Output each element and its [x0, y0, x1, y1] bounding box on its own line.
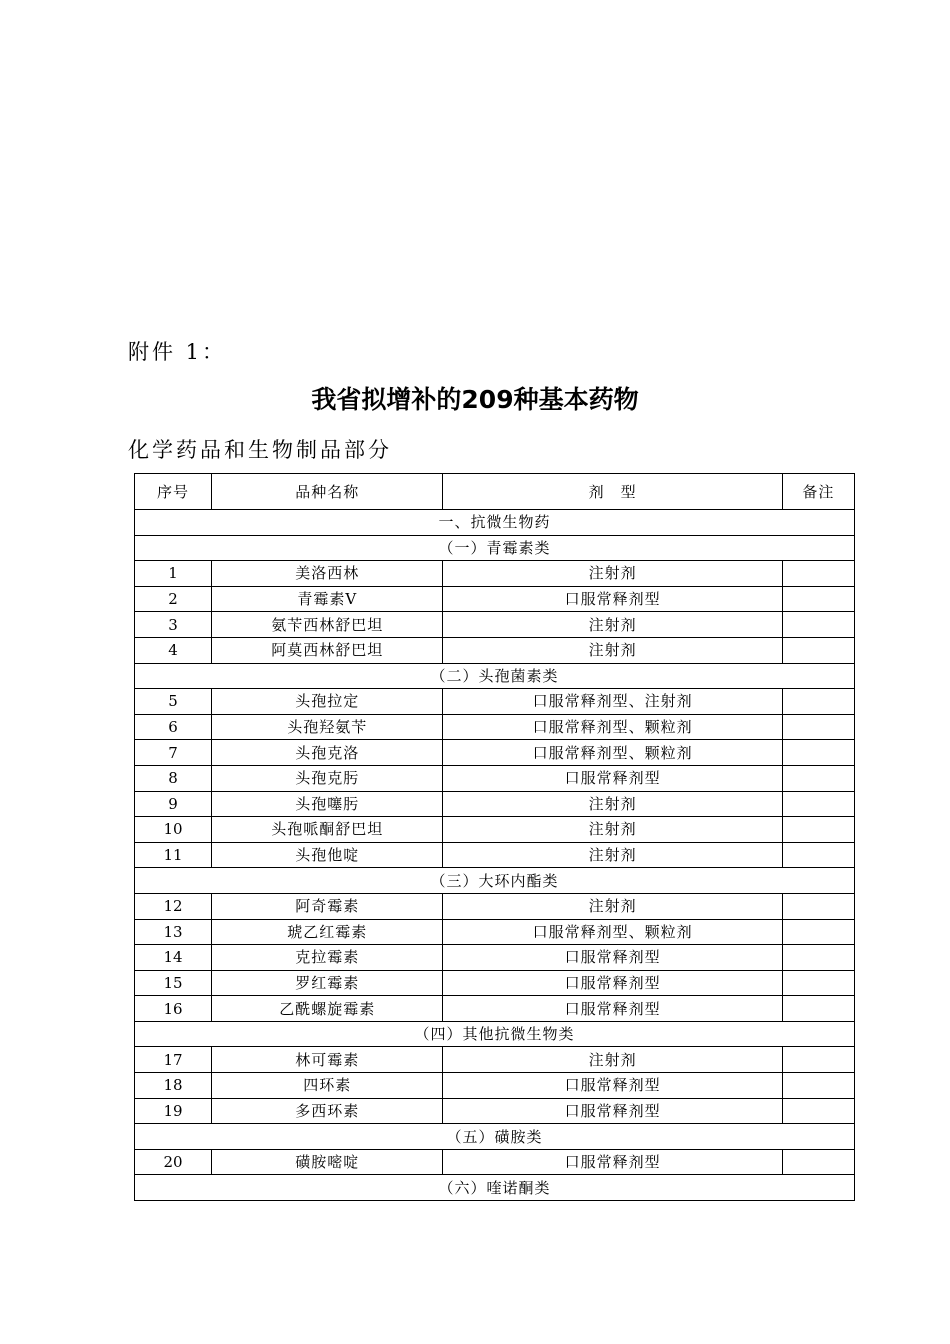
- cell-index: 3: [135, 612, 212, 638]
- table-row: [135, 945, 855, 971]
- cell-index: 11: [135, 842, 212, 868]
- cell-drug-name: 头孢噻肟: [212, 791, 443, 817]
- cell-index: 18: [135, 1073, 212, 1099]
- cell-index: 8: [135, 765, 212, 791]
- table-row: [135, 996, 855, 1022]
- category-label: （二）头孢菌素类: [135, 663, 855, 689]
- cell-drug-name: 克拉霉素: [212, 945, 443, 971]
- cell-note: [782, 817, 854, 843]
- cell-drug-name: 氨苄西林舒巴坦: [212, 612, 443, 638]
- table-row: [135, 740, 855, 766]
- category-label: （五）磺胺类: [135, 1124, 855, 1150]
- table-row: [135, 791, 855, 817]
- cell-drug-name: 阿奇霉素: [212, 893, 443, 919]
- cell-drug-name: 磺胺嘧啶: [212, 1149, 443, 1175]
- table-row: [135, 561, 855, 587]
- category-label: （一）青霉素类: [135, 535, 855, 561]
- cell-note: [782, 637, 854, 663]
- category-label: （三）大环内酯类: [135, 868, 855, 894]
- table-row: [135, 919, 855, 945]
- cell-index: 16: [135, 996, 212, 1022]
- cell-drug-name: 四环素: [212, 1073, 443, 1099]
- table-header-row: [135, 474, 855, 510]
- document-title: 我省拟增补的209种基本药物: [311, 385, 639, 414]
- category-row: [135, 535, 855, 561]
- cell-dosage-form: 注射剂: [443, 612, 782, 638]
- cell-index: 9: [135, 791, 212, 817]
- header-form: 剂 型: [443, 474, 782, 510]
- cell-dosage-form: 注射剂: [443, 842, 782, 868]
- category-label: （四）其他抗微生物类: [135, 1021, 855, 1047]
- cell-index: 15: [135, 970, 212, 996]
- cell-index: 5: [135, 689, 212, 715]
- cell-dosage-form: 注射剂: [443, 637, 782, 663]
- cell-index: 6: [135, 714, 212, 740]
- cell-drug-name: 阿莫西林舒巴坦: [212, 637, 443, 663]
- cell-drug-name: 头孢克洛: [212, 740, 443, 766]
- cell-dosage-form: 口服常释剂型、颗粒剂: [443, 714, 782, 740]
- section-title: 化学药品和生物制品部分: [128, 438, 392, 462]
- drug-table: [134, 473, 855, 1201]
- table-row: [135, 893, 855, 919]
- cell-note: [782, 1073, 854, 1099]
- table-row: [135, 970, 855, 996]
- cell-note: [782, 689, 854, 715]
- table-row: [135, 1149, 855, 1175]
- cell-drug-name: 头孢哌酮舒巴坦: [212, 817, 443, 843]
- cell-dosage-form: 口服常释剂型: [443, 1149, 782, 1175]
- table-row: [135, 765, 855, 791]
- cell-dosage-form: 口服常释剂型: [443, 765, 782, 791]
- cell-dosage-form: 口服常释剂型: [443, 1073, 782, 1099]
- category-row: [135, 510, 855, 536]
- cell-drug-name: 林可霉素: [212, 1047, 443, 1073]
- cell-note: [782, 919, 854, 945]
- cell-dosage-form: 口服常释剂型: [443, 1098, 782, 1124]
- cell-index: 4: [135, 637, 212, 663]
- table-row: [135, 612, 855, 638]
- cell-drug-name: 多西环素: [212, 1098, 443, 1124]
- cell-note: [782, 945, 854, 971]
- cell-note: [782, 586, 854, 612]
- cell-dosage-form: 注射剂: [443, 1047, 782, 1073]
- cell-drug-name: 头孢羟氨苄: [212, 714, 443, 740]
- cell-index: 19: [135, 1098, 212, 1124]
- cell-drug-name: 罗红霉素: [212, 970, 443, 996]
- cell-dosage-form: 注射剂: [443, 893, 782, 919]
- cell-index: 2: [135, 586, 212, 612]
- cell-note: [782, 893, 854, 919]
- cell-index: 14: [135, 945, 212, 971]
- header-name: 品种名称: [212, 474, 443, 510]
- category-row: [135, 1124, 855, 1150]
- cell-index: 7: [135, 740, 212, 766]
- category-row: [135, 1175, 855, 1201]
- table-row: [135, 817, 855, 843]
- table-row: [135, 586, 855, 612]
- category-row: [135, 868, 855, 894]
- cell-index: 1: [135, 561, 212, 587]
- table-row: [135, 689, 855, 715]
- category-label: （六）喹诺酮类: [135, 1175, 855, 1201]
- cell-index: 13: [135, 919, 212, 945]
- cell-dosage-form: 注射剂: [443, 817, 782, 843]
- cell-dosage-form: 口服常释剂型: [443, 586, 782, 612]
- drug-table-body: [135, 474, 855, 1201]
- table-row: [135, 1073, 855, 1099]
- cell-drug-name: 头孢他啶: [212, 842, 443, 868]
- cell-drug-name: 头孢克肟: [212, 765, 443, 791]
- cell-note: [782, 970, 854, 996]
- cell-dosage-form: 口服常释剂型: [443, 996, 782, 1022]
- cell-note: [782, 612, 854, 638]
- cell-note: [782, 740, 854, 766]
- header-index: 序号: [135, 474, 212, 510]
- cell-drug-name: 乙酰螺旋霉素: [212, 996, 443, 1022]
- table-row: [135, 1098, 855, 1124]
- cell-note: [782, 1098, 854, 1124]
- cell-note: [782, 842, 854, 868]
- table-row: [135, 714, 855, 740]
- table-row: [135, 637, 855, 663]
- cell-dosage-form: 口服常释剂型、颗粒剂: [443, 919, 782, 945]
- header-note: 备注: [782, 474, 854, 510]
- cell-dosage-form: 口服常释剂型、颗粒剂: [443, 740, 782, 766]
- cell-dosage-form: 口服常释剂型、注射剂: [443, 689, 782, 715]
- cell-drug-name: 头孢拉定: [212, 689, 443, 715]
- cell-dosage-form: 注射剂: [443, 561, 782, 587]
- cell-note: [782, 714, 854, 740]
- cell-index: 20: [135, 1149, 212, 1175]
- cell-note: [782, 791, 854, 817]
- category-row: [135, 663, 855, 689]
- category-label: 一、抗微生物药: [135, 510, 855, 536]
- cell-drug-name: 美洛西林: [212, 561, 443, 587]
- table-row: [135, 1047, 855, 1073]
- cell-dosage-form: 口服常释剂型: [443, 945, 782, 971]
- cell-drug-name: 青霉素V: [212, 586, 443, 612]
- table-row: [135, 842, 855, 868]
- cell-note: [782, 1047, 854, 1073]
- attachment-label: 附件 1：: [128, 340, 227, 364]
- cell-index: 10: [135, 817, 212, 843]
- cell-note: [782, 765, 854, 791]
- cell-dosage-form: 口服常释剂型: [443, 970, 782, 996]
- cell-index: 17: [135, 1047, 212, 1073]
- cell-dosage-form: 注射剂: [443, 791, 782, 817]
- cell-index: 12: [135, 893, 212, 919]
- cell-note: [782, 1149, 854, 1175]
- cell-note: [782, 561, 854, 587]
- category-row: [135, 1021, 855, 1047]
- cell-drug-name: 琥乙红霉素: [212, 919, 443, 945]
- cell-note: [782, 996, 854, 1022]
